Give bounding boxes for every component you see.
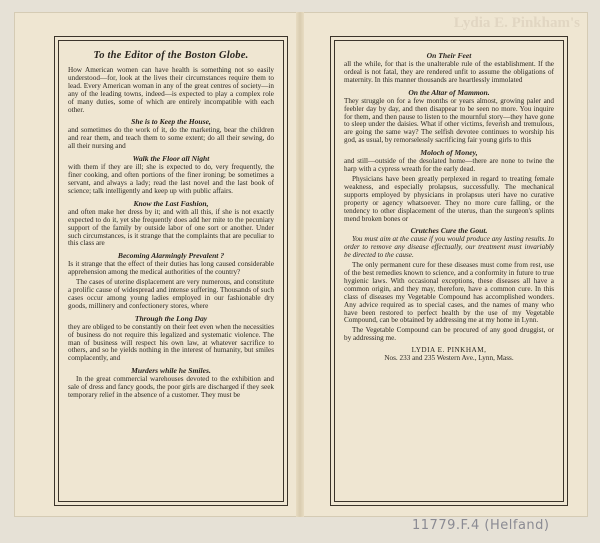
paragraph: Physicians have been greatly perplexed in regard to treating female weakness, and especially prolapsus, successfully. The mechanical supports employed by physicians in prolapsus uteri have no curative property or agency whatsoever. They no more cure falling, or the tendency to other displacement of the uterus, than the surgeon's splints mend broken bones or	[344, 174, 554, 223]
paragraph: They struggle on for a few months or years almost, growing paler and feebler day by day, and then disappear to be seen no more. You inquire for them, and then pause to listen to the mournful story—they have gone to sleep under the daisies. What if other victims, feverish and tremulous, are going the same way? The selfish devotee continues to worship his god, as usual, by remorselessly sacrificing fair young girls to this	[344, 96, 554, 145]
paragraph: The only permanent cure for these diseases must come from rest, use of the best remedies known to science, and a conformity in future to true hygienic laws. With occasional exceptions, these diseases all have a common origin, and they may, therefore, have a common cure. In this class of diseases my Vegetable Compound has accomplished wonders. Any advice required as to special cases, and the names of many who have been restored to perfect health by the use of my Vegetable Compound, can be obtained by addressing me at my home in Lynn.	[344, 261, 554, 325]
section-heading: Becoming Alarmingly Prevalent ?	[117, 251, 225, 261]
paragraph: they are obliged to be constantly on their feet even when the necessities of business do not require this legalized and systematic violence. The man of business will respect his own law, at whatever sacrifice to others, and so he yields nothing in the interest of humanity, but smiles complacently, and	[68, 322, 274, 363]
section-heading: On the Altar of Mammon.	[408, 87, 490, 97]
paragraph: and still—outside of the desolated home—there are none to twine the harp with a cypress wreath for the early dead.	[344, 157, 554, 174]
paragraph: You must aim at the cause if you would produce any lasting results. In order to remove any disease effectually, our treatment must invariably be directed to the cause.	[344, 235, 554, 260]
right-column	[334, 40, 564, 502]
paragraph: all the while, for that is the unalterable rule of the establishment. If the ordeal is not fatal, they are rendered unfit to assume the obligations of maternity. In this manner thousands are heartlessly immolated	[344, 60, 554, 84]
signature-name: LYDIA E. PINKHAM,	[411, 346, 487, 355]
section-heading: Walk the Floor all Night	[132, 154, 210, 164]
pencil-annotation: 11779.F.4 (Helfand)	[412, 518, 550, 533]
paragraph: with them if they are ill; she is expected to do, very frequently, the finer cooking, and often portions of the finer ironing; be sometimes a servant, and always a lady; read the last novel and the last book of science; talk intelligently and keep up with public affairs.	[68, 163, 274, 195]
section-heading: Murders while he Smiles.	[131, 366, 211, 376]
section-heading: On Their Feet	[426, 51, 472, 60]
section-heading: Through the Long Day	[134, 313, 208, 323]
section-heading: She is to Keep the House,	[131, 117, 211, 127]
signature-address: Nos. 233 and 235 Western Ave., Lynn, Mass.	[384, 354, 514, 363]
left-column	[58, 40, 284, 502]
paragraph: Is it strange that the effect of their duties has long caused considerable apprehension among the medical authorities of the country?	[68, 260, 274, 277]
paragraph: The cases of uterine displacement are very numerous, and constitute a prolific cause of widespread and intense suffering. Thousands of such cases occur among young ladies employed in our fashionable dry goods, millinery and confectionery stores, where	[68, 278, 274, 310]
right-article-body	[344, 51, 554, 343]
paragraph: and sometimes do the work of it, do the marketing, bear the children and rear them, and teach them to some extent; do all their sewing, do all their nursing and	[68, 126, 274, 151]
page-title: To the Editor of the Boston Globe.	[93, 50, 249, 61]
section-heading: Moloch of Money,	[420, 148, 478, 158]
paragraph: How American women can have health is something not so easily understood—for, look at the lives their circumstances require them to lead. Every American woman in any of the great centres of society—in any of the leading towns, indeed—is expected to play a complex role of many duties, some of which are entirely incompatible with each other.	[68, 66, 274, 114]
center-fold	[296, 12, 304, 517]
paragraph: The Vegetable Compound can be procured of any good druggist, or by addressing me.	[344, 326, 554, 343]
paragraph: and often make her dress by it; and with all this, if she is not exactly expected to do it, yet she frequently does add her mite to the pecuniary support of the family by outside labor of one sort or another. Under such circumstances, is it strange that the complaints that are peculiar to this class are	[68, 207, 274, 248]
section-heading: Know the Last Fashion,	[133, 198, 209, 208]
left-article-body	[68, 67, 274, 400]
section-heading: Crutches Cure the Gout.	[410, 226, 488, 236]
paragraph: In the great commercial warehouses devoted to the exhibition and sale of dress and fancy goods, the poor girls are discharged if they seek temporary relief in the absence of a customer. They must be	[68, 375, 274, 400]
